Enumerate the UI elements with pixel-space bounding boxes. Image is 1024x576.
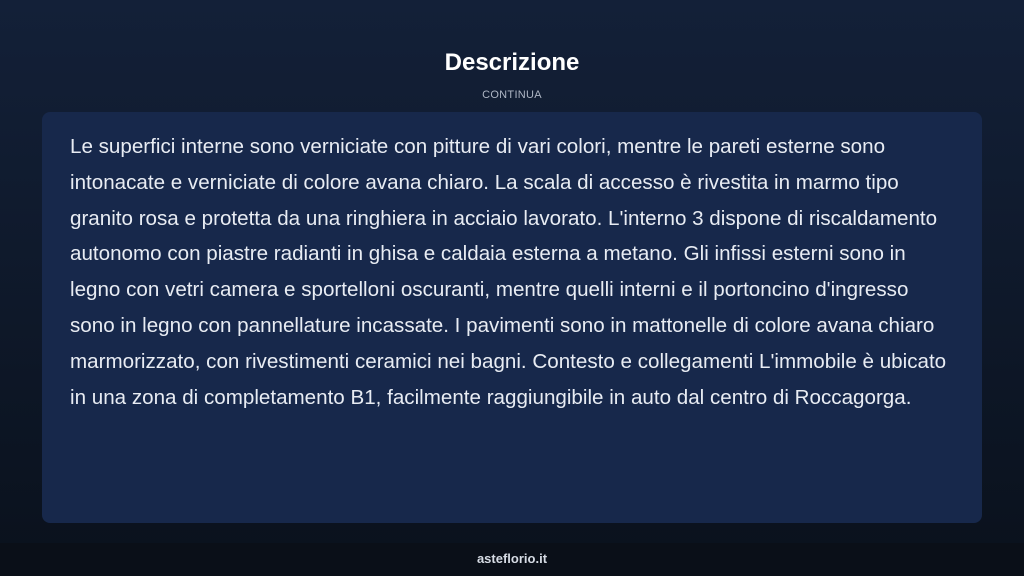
footer-bar — [0, 543, 1024, 576]
page-title: Descrizione — [444, 49, 580, 76]
description-text: Le superfici interne sono verniciate con pitture di vari colori, mentre le pareti esterne sono intonacate e verniciate di colore avana chiaro. La scala di accesso è rivestita in marmo tipo granito rosa e protetta da una ringhiera in acciaio lavorato. L'interno 3 dispone di riscaldamento autonomo con piastre radianti in ghisa e caldaia esterna a metano. Gli infissi esterni sono in legno con vetri camera e sportelloni oscuranti, mentre quelli interni e il portoncino d'ingresso sono in legno con pannellature incassate. I pavimenti sono in mattonelle di colore avana chiaro marmorizzato, con rivestimenti ceramici nei bagni. Contesto e collegamenti L'immobile è ubicato in una zona di completamento B1, facilmente raggiungibile in auto dal centro di Roccagorga. — [70, 135, 947, 409]
footer-site-label: asteflorio.it — [476, 551, 548, 566]
page-subtitle: CONTINUA — [482, 89, 542, 101]
description-card — [42, 112, 982, 523]
page-header — [0, 48, 1024, 101]
